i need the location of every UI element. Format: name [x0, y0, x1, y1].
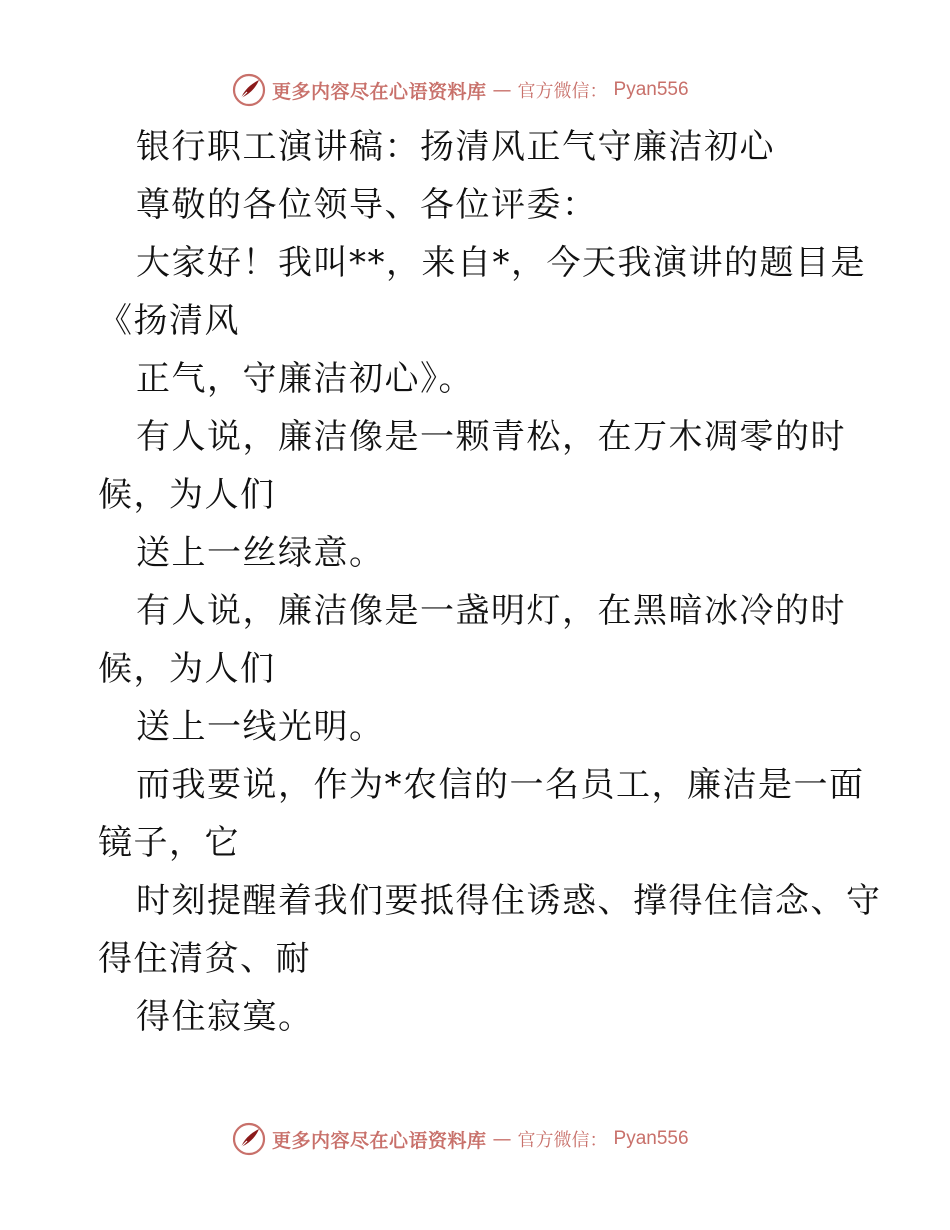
banner-wechat-label: 官方微信： — [517, 1130, 608, 1151]
banner-dash: — — [492, 79, 512, 101]
banner-wechat-id: Pyan556 — [613, 79, 689, 100]
document-body — [98, 118, 882, 1046]
banner-brand-text: 更多内容尽在心语资料库 — [272, 1129, 487, 1152]
banner-wechat-label: 官方微信： — [517, 81, 608, 102]
doc-line: 有人说，廉洁像是一颗青松，在万木凋零的时 — [136, 417, 846, 457]
doc-line: 送上一丝绿意。 — [136, 533, 385, 573]
footer-banner — [232, 1121, 712, 1157]
quill-logo-icon — [232, 1122, 266, 1156]
doc-line: 大家好！我叫**，来自*，今天我演讲的题目是 — [136, 243, 866, 283]
banner-wechat-id: Pyan556 — [613, 1128, 689, 1149]
doc-line: 而我要说，作为*农信的一名员工，廉洁是一面 — [136, 765, 865, 805]
doc-line: 时刻提醒着我们要抵得住诱惑、撑得住信念、守 — [136, 881, 882, 921]
doc-line: 尊敬的各位领导、各位评委： — [136, 185, 598, 225]
banner-brand-text: 更多内容尽在心语资料库 — [272, 80, 487, 103]
doc-line: 候，为人们 — [98, 649, 276, 689]
doc-line: 镜子，它 — [98, 823, 240, 863]
doc-line: 送上一线光明。 — [136, 707, 385, 747]
doc-line: 《扬清风 — [98, 301, 240, 341]
doc-line: 候，为人们 — [98, 475, 276, 515]
quill-logo-icon — [232, 73, 266, 107]
banner-dash: — — [492, 1128, 512, 1150]
doc-line: 银行职工演讲稿：扬清风正气守廉洁初心 — [136, 127, 775, 167]
doc-line: 有人说，廉洁像是一盏明灯，在黑暗冰冷的时 — [136, 591, 846, 631]
doc-line: 得住清贫、耐 — [98, 939, 311, 979]
header-banner — [232, 72, 712, 108]
doc-line: 正气，守廉洁初心》。 — [136, 359, 474, 399]
doc-line: 得住寂寞。 — [136, 997, 314, 1037]
